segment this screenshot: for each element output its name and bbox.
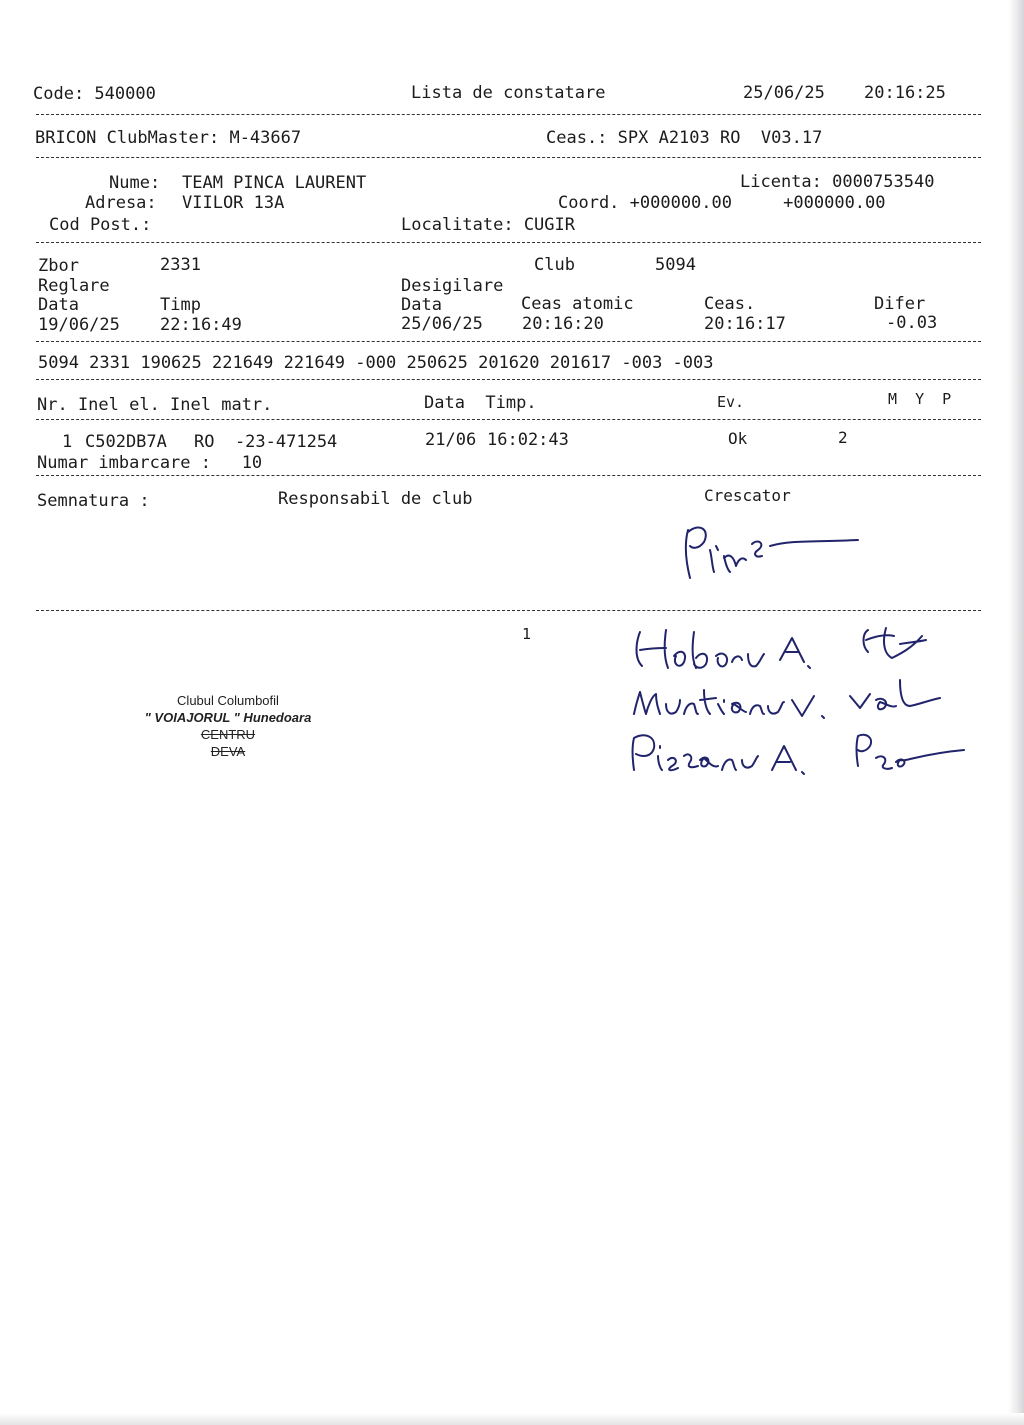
paper-bottom-shadow bbox=[0, 1413, 1024, 1425]
zbor-label: Zbor bbox=[38, 256, 79, 276]
ceas-atomic-label: Ceas atomic bbox=[521, 294, 634, 314]
adresa-value: VIILOR 13A bbox=[182, 193, 285, 213]
data1-label: Data bbox=[38, 295, 79, 315]
semnatura-label: Semnatura : bbox=[37, 491, 150, 511]
row-inel-matr: RO -23-471254 bbox=[194, 432, 338, 452]
stamp-line-1: Clubul Columbofil bbox=[177, 693, 279, 708]
row-inel-el: C502DB7A bbox=[85, 432, 167, 452]
club-label: Club bbox=[534, 255, 575, 275]
row-data: 21/06 bbox=[425, 430, 477, 450]
document-title: Lista de constatare bbox=[411, 83, 606, 103]
row-timp: 16:02:43 bbox=[487, 430, 569, 450]
handwritten-name-3 bbox=[633, 735, 805, 774]
timp-label: Timp bbox=[160, 295, 201, 315]
row-ev: Ok bbox=[728, 429, 748, 448]
header-date: 25/06/25 bbox=[743, 83, 825, 103]
handwritten-initials-3 bbox=[857, 735, 965, 769]
ceas-label: Ceas. bbox=[704, 294, 756, 314]
handwritten-signatures bbox=[600, 500, 980, 800]
table-header-ev: Ev. bbox=[717, 393, 745, 411]
data1-value: 19/06/25 bbox=[38, 315, 120, 335]
reglare-label: Reglare bbox=[38, 276, 110, 296]
device-name: BRICON ClubMaster: M-43667 bbox=[35, 128, 302, 148]
stamp-line-4: DEVA bbox=[210, 744, 246, 759]
handwritten-name-2 bbox=[634, 690, 824, 718]
code-label: Code: 540000 bbox=[33, 84, 156, 104]
table-header-data-timp: Data Timp. bbox=[424, 393, 537, 413]
handwritten-initials-1 bbox=[864, 628, 927, 658]
divider bbox=[36, 419, 981, 420]
data2-label: Data bbox=[401, 295, 442, 315]
table-header-myp: M Y P bbox=[888, 390, 952, 408]
zbor-value: 2331 bbox=[160, 255, 201, 275]
divider bbox=[36, 341, 981, 342]
row-nr: 1 bbox=[62, 432, 73, 452]
club-stamp bbox=[118, 692, 338, 760]
handwritten-name-1 bbox=[637, 630, 811, 668]
nume-label: Nume: bbox=[109, 173, 161, 193]
divider bbox=[36, 242, 981, 243]
page-number: 1 bbox=[522, 625, 532, 643]
difer-label: Difer bbox=[874, 294, 926, 314]
stamp-line-3: CENTRU bbox=[200, 727, 256, 742]
data2-value: 25/06/25 bbox=[401, 314, 483, 334]
divider bbox=[36, 379, 981, 380]
adresa-label: Adresa: bbox=[85, 193, 157, 213]
divider bbox=[36, 475, 981, 476]
localitate: Localitate: CUGIR bbox=[401, 215, 575, 235]
ceas-atomic-value: 20:16:20 bbox=[522, 314, 604, 334]
cod-post: Cod Post.: bbox=[49, 215, 152, 235]
divider bbox=[36, 157, 981, 158]
numar-imbarcare: Numar imbarcare : 10 bbox=[37, 453, 263, 473]
header-time: 20:16:25 bbox=[864, 83, 946, 103]
table-header-nr: Nr. Inel el. Inel matr. bbox=[37, 395, 273, 415]
desigilare-label: Desigilare bbox=[401, 276, 504, 296]
timp-value: 22:16:49 bbox=[160, 315, 242, 335]
code-line: 5094 2331 190625 221649 221649 -000 250625 201620 201617 -003 -003 bbox=[38, 353, 714, 373]
responsabil-label: Responsabil de club bbox=[278, 489, 473, 509]
ceas-value: 20:16:17 bbox=[704, 314, 786, 334]
crescator-label: Crescator bbox=[704, 486, 791, 505]
row-val: 2 bbox=[838, 428, 848, 447]
stamp-line-2: " VOIAJORUL " Hunedoara bbox=[144, 710, 312, 725]
paper-edge-shadow bbox=[1008, 0, 1024, 1425]
coord: Coord. +000000.00 +000000.00 bbox=[558, 193, 886, 213]
handwritten-initials-2 bbox=[850, 680, 940, 709]
crescator-signature bbox=[686, 527, 858, 578]
licenta: Licenta: 0000753540 bbox=[740, 172, 935, 192]
device-clock: Ceas.: SPX A2103 RO V03.17 bbox=[546, 128, 823, 148]
nume-value: TEAM PINCA LAURENT bbox=[182, 173, 367, 193]
difer-value: -0.03 bbox=[886, 313, 938, 333]
divider bbox=[36, 114, 981, 115]
club-value: 5094 bbox=[655, 255, 696, 275]
